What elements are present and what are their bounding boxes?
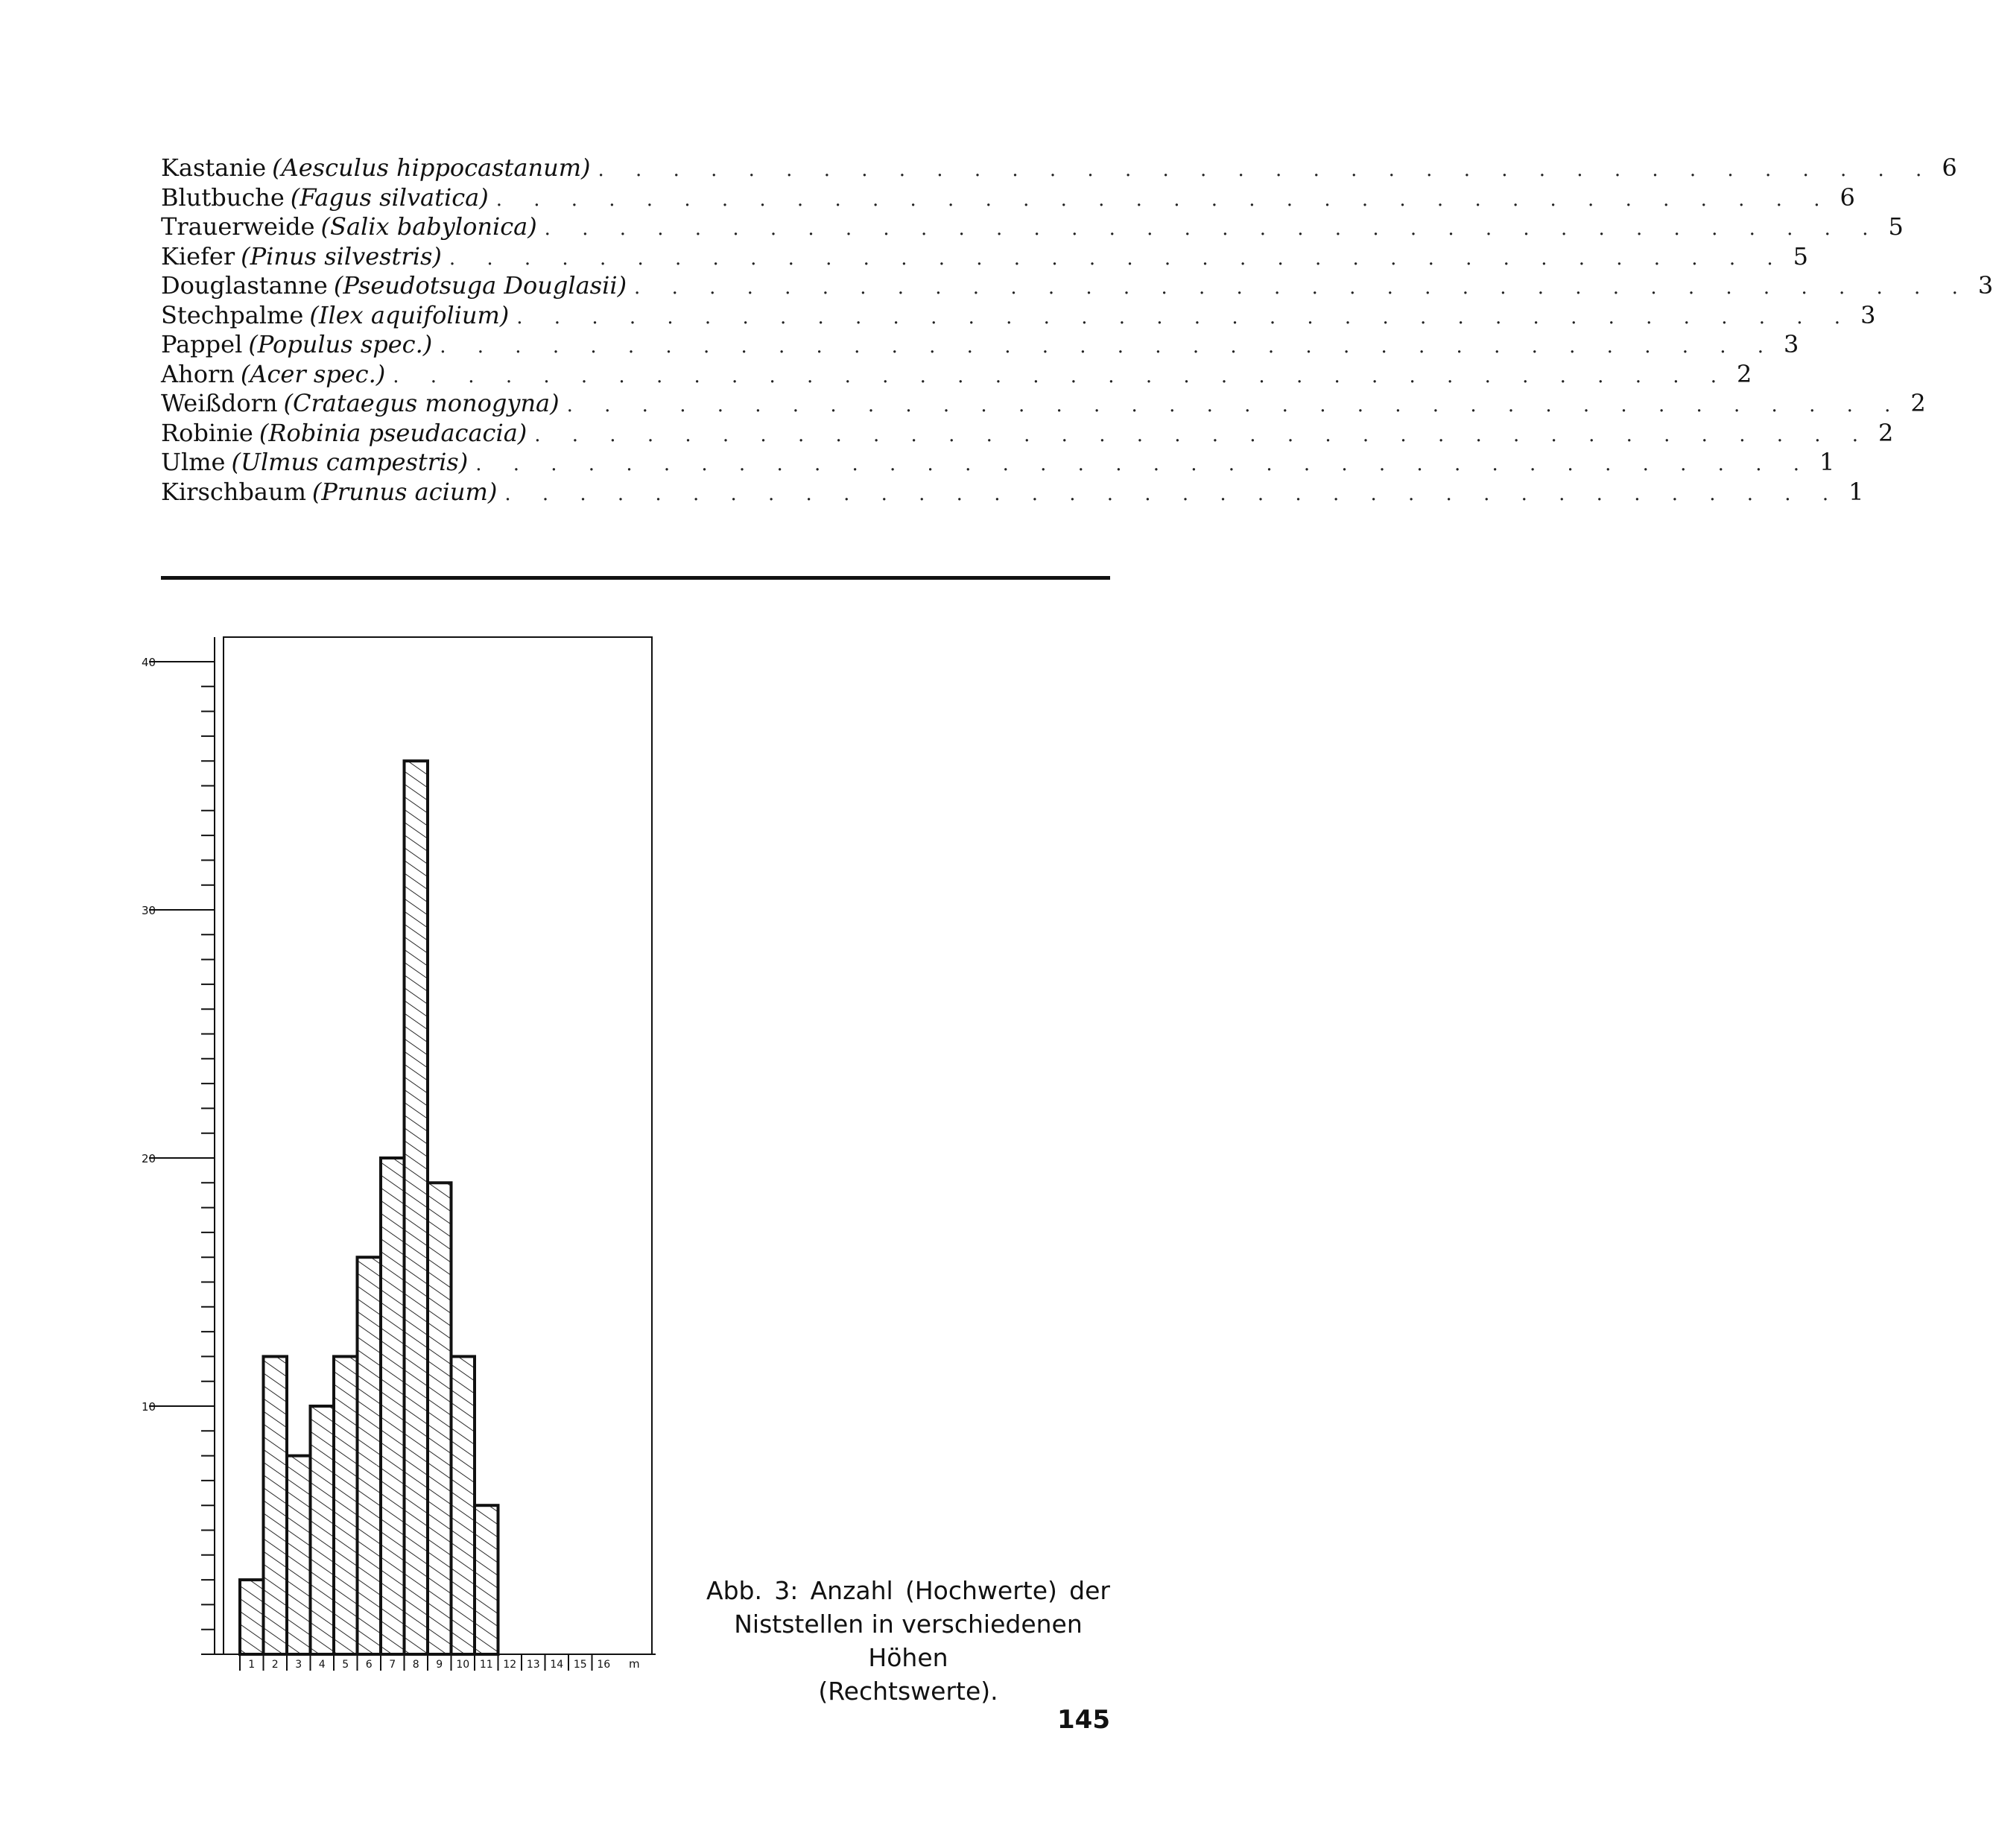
nest-count: 2 — [1910, 389, 1926, 417]
dot-leader: . . . . . . . . . . . . . . . . . . . . . . . . . . . . . . . . . . . . — [534, 423, 1872, 446]
nest-count: 5 — [1793, 241, 1808, 270]
x-unit-label: m — [629, 1657, 640, 1671]
height-histogram — [142, 626, 663, 1684]
dot-leader: . . . . . . . . . . . . . . . . . . . . . . . . . . . . . . . . . . . . — [516, 306, 1854, 329]
histogram-bar-3 — [287, 1456, 311, 1654]
latin-name: (Robinia pseudacacia) — [259, 418, 527, 447]
nest-count: 3 — [1784, 330, 1799, 358]
nest-count: 5 — [1888, 212, 1904, 241]
dot-leader: . . . . . . . . . . . . . . . . . . . . . . . . . . . . . . . . . . . . — [440, 335, 1777, 358]
latin-name: (Populus spec.) — [248, 330, 433, 358]
common-name: Ahorn — [161, 359, 235, 388]
histogram-bar-9 — [428, 1183, 451, 1654]
x-tick-label: 14 — [550, 1659, 564, 1671]
species-row-10 — [161, 418, 1894, 449]
histogram-bar-1 — [240, 1580, 264, 1654]
histogram-bar-7 — [381, 1158, 405, 1654]
nest-count: 6 — [1840, 183, 1855, 212]
species-row-8 — [161, 359, 1752, 390]
latin-name: (Aesculus hippocastanum) — [272, 154, 591, 182]
histogram-bar-4 — [311, 1406, 335, 1654]
dot-leader: . . . . . . . . . . . . . . . . . . . . . . . . . . . . . . . . . . . . — [634, 276, 1971, 299]
latin-name: (Salix babylonica) — [320, 212, 537, 241]
y-tick-label: 20 — [142, 1152, 156, 1165]
horizontal-rule — [161, 576, 1110, 580]
x-tick-label: 7 — [389, 1659, 396, 1671]
histogram-bar-5 — [334, 1356, 358, 1654]
figure-caption — [706, 1574, 1110, 1708]
x-tick-label: 11 — [479, 1659, 493, 1671]
common-name: Stechpalme — [161, 300, 304, 329]
common-name: Robinie — [161, 418, 253, 447]
species-row-4 — [161, 241, 1808, 272]
latin-name: (Ulmus campestris) — [231, 448, 469, 476]
dot-leader: . . . . . . . . . . . . . . . . . . . . . . . . . . . . . . . . . . . . — [504, 482, 1842, 505]
species-row-12 — [161, 477, 1864, 507]
x-tick-label: 1 — [248, 1659, 256, 1671]
dot-leader: . . . . . . . . . . . . . . . . . . . . . . . . . . . . . . . . . . . . — [449, 247, 1786, 270]
y-tick-label: 40 — [142, 656, 156, 669]
x-tick-label: 8 — [412, 1659, 419, 1671]
x-tick-label: 15 — [573, 1659, 587, 1671]
x-tick-label: 5 — [342, 1659, 349, 1671]
nest-count: 1 — [1848, 477, 1864, 506]
latin-name: (Pseudotsuga Douglasii) — [333, 271, 627, 300]
species-row-2 — [161, 183, 1855, 213]
dot-leader: . . . . . . . . . . . . . . . . . . . . . . . . . . . . . . . . . . . . — [598, 159, 1935, 181]
species-row-6 — [161, 300, 1876, 331]
common-name: Weißdorn — [161, 389, 278, 417]
histogram-bar-6 — [358, 1257, 381, 1654]
x-tick-label: 16 — [597, 1659, 611, 1671]
dot-leader: . . . . . . . . . . . . . . . . . . . . . . . . . . . . . . . . . . . . — [475, 453, 1812, 475]
dot-leader: . . . . . . . . . . . . . . . . . . . . . . . . . . . . . . . . . . . . — [393, 364, 1730, 387]
species-row-9 — [161, 389, 1926, 419]
x-tick-label: 10 — [456, 1659, 470, 1671]
nest-count: 3 — [1977, 271, 1993, 300]
nest-count: 2 — [1878, 418, 1894, 447]
x-tick-label: 4 — [318, 1659, 326, 1671]
common-name: Ulme — [161, 448, 226, 476]
x-tick-label: 9 — [436, 1659, 443, 1671]
x-tick-label: 13 — [526, 1659, 540, 1671]
nest-count: 3 — [1860, 300, 1876, 329]
common-name: Trauerweide — [161, 212, 315, 241]
common-name: Pappel — [161, 330, 243, 358]
page-number: 145 — [1057, 1705, 1110, 1735]
y-tick-label: 10 — [142, 1400, 156, 1414]
x-tick-label: 3 — [295, 1659, 302, 1671]
latin-name: (Crataegus monogyna) — [283, 389, 560, 417]
common-name: Kiefer — [161, 241, 235, 270]
common-name: Kirschbaum — [161, 477, 306, 506]
histogram-bar-2 — [264, 1356, 288, 1654]
x-tick-label: 2 — [271, 1659, 279, 1671]
common-name: Kastanie — [161, 154, 267, 182]
nest-count: 1 — [1819, 448, 1835, 476]
latin-name: (Pinus silvestris) — [241, 241, 442, 270]
x-tick-label: 12 — [503, 1659, 517, 1671]
latin-name: (Acer spec.) — [240, 359, 386, 388]
histogram-bar-11 — [475, 1505, 498, 1654]
species-row-7 — [161, 330, 1799, 360]
y-tick-label: 30 — [142, 904, 156, 917]
x-tick-label: 6 — [365, 1659, 373, 1671]
caption-line-1: Abb. 3: Anzahl (Hochwerte) der — [706, 1576, 1110, 1605]
latin-name: (Fagus silvatica) — [290, 183, 489, 212]
dot-leader: . . . . . . . . . . . . . . . . . . . . . . . . . . . . . . . . . . . . — [544, 218, 1881, 240]
histogram-bar-8 — [405, 761, 428, 1654]
latin-name: (Prunus acium) — [311, 477, 498, 506]
common-name: Douglastanne — [161, 271, 328, 300]
common-name: Blutbuche — [161, 183, 285, 212]
species-row-1 — [161, 154, 1957, 183]
caption-line-2: Niststellen in verschiedenen Höhen — [734, 1610, 1083, 1672]
species-row-5 — [161, 271, 1993, 301]
histogram-bar-10 — [451, 1356, 475, 1654]
nest-count: 2 — [1737, 359, 1752, 388]
species-list — [161, 154, 1993, 507]
nest-count: 6 — [1942, 154, 1957, 182]
species-row-3 — [161, 212, 1904, 242]
species-row-11 — [161, 448, 1835, 478]
caption-line-3: (Rechtswerte). — [818, 1677, 998, 1706]
dot-leader: . . . . . . . . . . . . . . . . . . . . . . . . . . . . . . . . . . . . — [495, 188, 1833, 211]
latin-name: (Ilex aquifolium) — [309, 300, 510, 329]
dot-leader: . . . . . . . . . . . . . . . . . . . . . . . . . . . . . . . . . . . . — [566, 394, 1904, 417]
